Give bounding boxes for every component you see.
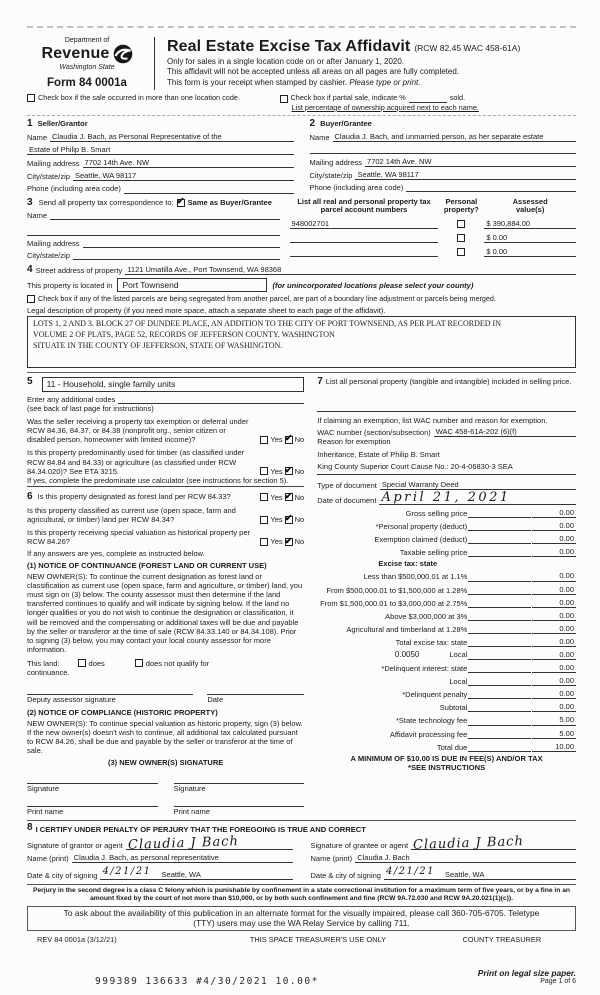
location-select[interactable]: Port Townsend — [117, 278, 267, 292]
assessed-value-field-2[interactable]: $ 0.00 — [484, 233, 576, 243]
grantee-signature-block — [311, 835, 577, 880]
buyer-mailing-label: Mailing address — [309, 158, 363, 167]
scan-fold-line — [27, 26, 576, 28]
partial-sale-label: Check box if partial sale, indicate % — [290, 93, 406, 103]
does-label: does — [88, 659, 105, 669]
subtitle-1: Only for sales in a single location code on or after January 1, 2020. — [167, 57, 405, 67]
correspondence-section — [27, 198, 576, 260]
property-section — [27, 265, 576, 368]
corr-city-field[interactable] — [73, 251, 280, 260]
assessed-col-header: Assessed — [512, 196, 548, 206]
seller-phone-label: Phone (including area code) — [27, 184, 121, 194]
grantor-signature-label: Signature of grantor or agent — [27, 841, 123, 851]
segregated-checkbox[interactable] — [27, 295, 35, 303]
print-legal-note: Print on legal size paper. — [477, 967, 576, 978]
see-instructions-note: *SEE INSTRUCTIONS — [408, 763, 486, 773]
county-treasurer-label: COUNTY TREASURER — [462, 934, 542, 944]
notice-continuance-body: NEW OWNER(S): To continue the current designation as forest land or classification as current use (open space, farm and agriculture, or timber) land, you must sign on (3) below. The county assessor must then determine if the land transferred continues to qualify and will indicate by signing below. If the land no longer qualifies or you do not wish to continue the designation or classification, it will be removed and the compensating or additional taxes will be due and payable by the seller or transferor at the time of sale (RCW 84.33.140 or 84.34.108). Prior to signing (3) below, you may contact your local county assessor for more information. — [27, 571, 303, 654]
local-rate-value: 0.0050 — [394, 650, 420, 660]
local-tax-value[interactable]: 0.00 — [532, 650, 576, 660]
grantor-signature-block — [27, 835, 293, 880]
date-of-document-label: Date of document — [317, 495, 377, 505]
tax-row-delinquent-interest-local: Local 0.00 — [449, 676, 574, 687]
buyer-city-field[interactable]: Seattle, WA 98117 — [355, 170, 576, 180]
delinquent-penalty-value[interactable]: 0.00 — [532, 689, 576, 699]
reason-exemption-label: Reason for exemption — [317, 436, 391, 446]
new-owner-signature-field-1[interactable] — [27, 776, 158, 784]
corr-city-label: City/state/zip — [27, 250, 70, 260]
assessed-value-field[interactable]: $ 390,884.00 — [484, 219, 576, 229]
exemption-claim-label: If claiming an exemption, list WAC number and reason for exemption. — [317, 416, 548, 426]
legal-description-label: Legal description of property (if you need more space, attach a separate sheet to each page of the affidavit). — [27, 306, 386, 316]
same-as-buyer-label: Same as Buyer/Grantee — [187, 197, 272, 207]
multiple-location-label: Check box if the sale occurred in more than one location code. — [38, 93, 240, 103]
grantor-signature-field[interactable]: Claudia J Bach — [127, 834, 240, 853]
subtotal-value[interactable]: 0.00 — [532, 702, 576, 712]
buyer-phone-field[interactable] — [406, 183, 576, 192]
page-number: Page 1 of 6 — [540, 977, 576, 985]
q1-no-checkbox[interactable] — [285, 436, 293, 444]
seller-city-field[interactable]: Seattle, WA 98117 — [73, 171, 294, 181]
seller-name-label: Name — [27, 132, 48, 142]
seller-title: Seller/Grantor — [37, 118, 88, 128]
corr-blank-field[interactable] — [27, 227, 280, 236]
forest-land-question: Is this property designated as forest land per RCW 84.33? — [37, 492, 231, 502]
continuance-label: continuance. — [27, 668, 70, 678]
current-use-question: Is this property classified as current use (open space, farm and agricultural, or timber) land per RCW 84.34? — [27, 506, 236, 525]
total-excise-state-value[interactable]: 0.00 — [532, 637, 576, 647]
certification-section — [27, 820, 576, 880]
does-checkbox[interactable] — [78, 659, 86, 667]
dor-logo-block — [27, 37, 147, 90]
grantee-signature-field[interactable]: Claudia J Bach — [412, 834, 525, 853]
reason-underline — [317, 474, 576, 475]
section-5-number: 5 — [27, 376, 33, 388]
tier3-value[interactable]: 0.00 — [532, 598, 576, 608]
tax-row-subtotal: Subtotal 0.00 — [439, 702, 574, 713]
if-any-yes-note: If any answers are yes, complete as instructed below. — [27, 548, 205, 558]
section-3-number: 3 — [27, 196, 33, 208]
buyer-name-field[interactable]: Claudia J. Bach, and unmarried person, as her separate estate — [333, 132, 576, 142]
certification-statement: I CERTIFY UNDER PENALTY OF PERJURY THAT THE FOREGOING IS TRUE AND CORRECT — [35, 824, 366, 834]
section-8-number: 8 — [27, 821, 33, 833]
tax-row-total-due: Total due 10.00 — [436, 741, 574, 752]
gross-selling-price-value[interactable]: 0.00 — [532, 508, 576, 518]
located-in-label: This property is located in — [27, 280, 113, 290]
signature-label-2: Signature — [173, 784, 206, 794]
buyer-section — [310, 119, 577, 194]
additional-codes-note: (see back of last page for instructions) — [27, 403, 154, 413]
section-1-number: 1 — [27, 117, 33, 129]
q4-yes-checkbox[interactable] — [260, 516, 268, 524]
tier2-value[interactable]: 0.00 — [532, 585, 576, 595]
deputy-signature-field[interactable] — [27, 687, 193, 695]
q5-no-checkbox[interactable] — [285, 538, 293, 546]
correspondence-label: Send all property tax correspondence to: — [38, 197, 174, 207]
q3-no-checkbox[interactable] — [285, 493, 293, 501]
section-2-number: 2 — [309, 117, 316, 129]
processing-fee-value[interactable]: 5.00 — [532, 729, 576, 739]
unincorporated-note: (for unincorporated locations please select your county) — [272, 280, 474, 290]
grantor-date-label: Date & city of signing — [27, 870, 98, 880]
street-address-field[interactable]: 1121 Umatilla Ave., Port Townsend, WA 98368 — [125, 265, 576, 275]
grantor-print-field[interactable]: Claudia J. Bach, as personal representative — [72, 853, 293, 863]
form-number: Form 84 0001a — [47, 77, 127, 90]
buyer-city-label: City/state/zip — [309, 171, 353, 181]
personal-col-header: Personal — [445, 196, 478, 206]
wac-number-label: WAC number (section/subsection) — [317, 427, 431, 437]
date-of-document-field[interactable]: April 21, 2021 — [381, 490, 511, 506]
corr-name-label: Name — [27, 210, 48, 220]
reason-line-1[interactable]: Inheritance, Estate of Philip B. Smart — [317, 449, 440, 459]
tier4-value[interactable]: 0.00 — [532, 611, 576, 621]
cashier-stamp: 999389 136633 #4/30/2021 10.00* — [95, 975, 319, 987]
delinquent-interest-local-value[interactable]: 0.00 — [532, 676, 576, 686]
new-owner-signature-field-2[interactable] — [174, 776, 305, 784]
section-divider-dashed — [27, 115, 576, 116]
personal-property-checkbox-2[interactable] — [457, 234, 465, 242]
rev-form-number: REV 84 0001a (3/12/21) — [37, 934, 117, 944]
land-use-column: 5 11 - Household, single family units Enter any additional codes (see back of last page for instructions) Was the seller receiving a property tax exemption or deferral under RCW 84.36, 84.37, or 84.38 (nonprofit org., senior citizen or disabled person, homeowner with limited income)? Yes ✔ No Is this property predominantly used for timber (as classified under RCW 84.84 and 84.33) or agriculture (as classified under RCW 84.34.020)? See ETA 3215. Yes ✔ No If yes, complete the predominate use calculator (see instructions for section 5). 6 Is this property designated as forest land per RCW 84.33? Yes ✔ No Is this property classified as current use (open space, farm and agricultural, or timber) land per RCW 84.34? Yes ✔ No Is this property receiving special valuation as historical property per RCW 84.26? Yes ✔ No If any answers are yes, complete as instructed below. (1) NOTICE OF CONTINUANCE (FOREST LAND OR CURRENT USE) NEW OWNER(S): To continue the current designation as forest land or classification as current use (open space, farm and agriculture, or timber) land, you must sign on (3) below. The county assessor must then determine if the land transferred continues to qualify and will indicate by signing below. If the land no longer qualifies or you do not wish to continue the designation or classification, it will be removed and the compensating or additional taxes will be due and payable by the seller or transferor at the time of sale (RCW 84.33.140 or 84.34.108). Prior to signing (3) below, you may contact your local county assessor for more information. This land: does does not qualify for continuance. Deputy assessor signature Date (2) NOTICE OF COMPLIANCE (HISTORIC PROPERTY) NEW OWNER(S): To continue special valuation as historic property, sign (3) below. If the new owner(s) doesn't wish to continue, all additional tax calculated pursuant to RCW 84.26, shall be due and payable by the seller or transferor at the time of sale. (3) NEW OWNER(S) SIGNATURE Signature Signature Print name Print name — [27, 377, 304, 815]
q3-yes-checkbox[interactable] — [260, 493, 268, 501]
form-title: Real Estate Excise Tax Affidavit — [167, 38, 411, 55]
notice-compliance-title: (2) NOTICE OF COMPLIANCE (HISTORIC PROPERTY) — [27, 707, 218, 717]
does-not-checkbox[interactable] — [135, 659, 143, 667]
buyer-name-field-2[interactable] — [310, 145, 577, 154]
parcel-table: List all real and personal property tax parcel account numbers Personal property? Assessed value(s) 948002701 $ 390,884.00 $ 0.00 $ 0.00 — [290, 198, 576, 260]
buyer-mailing-field[interactable]: 7702 14th Ave. NW — [365, 157, 576, 167]
subtitle-2: This affidavit will not be accepted unless all areas on all pages are fully completed. — [167, 67, 460, 77]
tier1-value[interactable]: 0.00 — [532, 571, 576, 581]
land-use-code-field[interactable]: 11 - Household, single family units — [42, 377, 305, 391]
same-as-buyer-checkbox[interactable] — [177, 199, 185, 207]
deputy-date-label: Date — [207, 695, 224, 705]
notice-compliance-body: NEW OWNER(S): To continue special valuation as historic property, sign (3) below. If the new owner(s) doesn't wish to continue, all additional tax calculated pursuant to RCW 84.26, shall be due and payable by the seller or transferor at the time of sale. — [27, 718, 303, 756]
grantee-print-label: Name (print) — [310, 854, 353, 864]
grantor-print-label: Name (print) — [27, 854, 69, 864]
type-of-document-label: Type of document — [317, 481, 377, 491]
grantor-city-field[interactable]: Seattle, WA — [161, 869, 201, 879]
section-6-number: 6 — [27, 491, 33, 503]
perjury-notice: Perjury in the second degree is a class C felony which is punishable by confinement in a state correctional institution for a maximum term of five years, or by a fine in an amount fixed by the court of not more than $10,000, or by both such confinement and fine (RCW 9A.72.030 and RCW 9A.20.021(1)(c)). — [27, 884, 576, 904]
rcw-reference: (RCW 82.45 WAC 458-61A) — [414, 43, 521, 53]
assessed-value-field-3[interactable]: $ 0.00 — [484, 247, 576, 257]
tax-row-gross: Gross selling price 0.00 — [405, 507, 574, 518]
q2-yes-checkbox[interactable] — [260, 467, 268, 475]
grantee-date-field[interactable]: 4/21/21 — [385, 866, 436, 878]
q4-no-checkbox[interactable] — [285, 516, 293, 524]
buyer-phone-label: Phone (including area code) — [309, 183, 404, 193]
parcel-number-field[interactable]: 948002701 — [290, 219, 439, 229]
partial-sale-checkbox[interactable] — [280, 95, 288, 103]
exemption-question: Was the seller receiving a property tax exemption or deferral under RCW 84.36, 84.37, or 84.38 (nonprofit org., senior citizen or disabled person, homeowner with limited income)? — [27, 417, 249, 445]
tax-row-delinquent-penalty: *Delinquent penalty 0.00 — [402, 689, 574, 700]
minimum-due-note: A MINIMUM OF $10.00 IS DUE IN FEE(S) AND/OR TAX — [350, 753, 543, 763]
personal-property-deduct-value[interactable]: 0.00 — [532, 521, 576, 531]
does-not-label: does not qualify for — [145, 659, 210, 669]
tax-row-tier4: Above $3,000,000 at 3% 0.00 — [385, 610, 574, 621]
deputy-date-field[interactable] — [207, 687, 304, 695]
tax-row-exemption-deduct: Exemption claimed (deduct) 0.00 — [374, 534, 574, 545]
seller-city-label: City/state/zip — [27, 172, 70, 182]
excise-tax-state-header: Excise tax: state — [378, 559, 438, 569]
delinquent-interest-state-value[interactable]: 0.00 — [532, 663, 576, 673]
ownership-percentage-note: List percentage of ownership acquired next to each name. — [291, 102, 479, 112]
tax-row-tier3: From $1,500,000.01 to $3,000,000 at 2.75% 0.00 — [320, 597, 574, 608]
technology-fee-value[interactable]: 5.00 — [532, 715, 576, 725]
tax-row-processing-fee: Affidavit processing fee 5.00 — [389, 728, 574, 739]
revenue-swirl-icon — [113, 44, 133, 64]
personal-property-checkbox-3[interactable] — [457, 248, 465, 256]
personal-property-field[interactable] — [317, 387, 576, 412]
seller-section — [27, 119, 294, 194]
tax-row-tier1: Less than $500,000.01 at 1.1% 0.00 — [363, 571, 574, 582]
parcel-row-3 — [290, 243, 576, 257]
exemption-claimed-value[interactable]: 0.00 — [532, 534, 576, 544]
parcel-row-1 — [290, 215, 576, 229]
print-name-field-2[interactable] — [174, 799, 305, 807]
predominate-use-note: If yes, complete the predominate use calculator (see instructions for section 5). — [27, 476, 304, 487]
total-due-value[interactable]: 10.00 — [532, 742, 576, 752]
multiple-location-checkbox[interactable] — [27, 94, 35, 102]
corr-mailing-label: Mailing address — [27, 238, 80, 248]
personal-property-label: List all personal property (tangible and intangible) included in selling price. — [325, 377, 572, 387]
print-name-label-1: Print name — [27, 806, 64, 816]
seller-name-field[interactable]: Claudia J. Bach, as Personal Representative of the — [50, 132, 293, 142]
type-or-print-note: Please type or print. — [349, 77, 421, 87]
additional-codes-field[interactable] — [118, 395, 304, 404]
historical-question: Is this property receiving special valuation as historical property per RCW 84.26? — [27, 528, 251, 547]
signature-label-1: Signature — [27, 784, 60, 794]
buyer-name-label: Name — [309, 132, 330, 142]
tax-row-delinquent-interest-state: *Delinquent interest: state 0.00 — [381, 663, 574, 674]
percent-sold-field[interactable] — [409, 96, 447, 103]
wac-number-field[interactable]: WAC 458-61A-202 (6)(f) — [434, 427, 576, 437]
corr-mailing-field[interactable] — [83, 239, 280, 248]
tax-column — [317, 377, 576, 815]
revenue-wordmark: Revenue — [41, 44, 110, 62]
parcel-row-2 — [290, 229, 576, 243]
footer-row — [27, 935, 576, 944]
parcel-number-field-3[interactable] — [290, 256, 439, 257]
type-of-document-field[interactable]: Special Warranty Deed — [380, 480, 576, 490]
washington-state-label: Washington State — [59, 63, 115, 71]
grantee-signature-label: Signature of grantee or agent — [310, 841, 409, 851]
additional-codes-label: Enter any additional codes — [27, 394, 116, 404]
print-name-field-1[interactable] — [27, 799, 158, 807]
tax-row-total-state: Total excise tax: state 0.00 — [395, 636, 574, 647]
taxable-selling-price-value[interactable]: 0.00 — [532, 547, 576, 557]
print-name-label-2: Print name — [173, 806, 210, 816]
seller-mailing-field[interactable]: 7702 14th Ave. NW — [83, 158, 294, 168]
tax-row-taxable: Taxable selling price 0.00 — [399, 547, 574, 558]
grantee-city-field[interactable]: Seattle, WA — [445, 869, 485, 879]
tax-row-technology-fee: *State technology fee 5.00 — [396, 715, 574, 726]
reason-line-2[interactable]: King County Superior Court Cause No.: 20-4-06830-3 SEA — [317, 461, 513, 471]
parcel-col-header: List all real and personal property tax — [297, 196, 431, 206]
q2-no-checkbox[interactable] — [285, 467, 293, 475]
tax-row-agricultural: Agricultural and timberland at 1.28% 0.00 — [346, 623, 574, 634]
buyer-title: Buyer/Grantee — [320, 118, 372, 128]
tax-row-local: 0.0050 Local 0.00 — [394, 649, 574, 660]
seller-phone-field[interactable] — [124, 185, 294, 194]
form-header — [27, 37, 576, 90]
new-owner-signature-title: (3) NEW OWNER(S) SIGNATURE — [107, 758, 224, 768]
seller-name-field-2[interactable]: Estate of Philip B. Smart — [27, 145, 294, 155]
street-address-label: Street address of property — [35, 265, 123, 275]
section-7-number: 7 — [317, 376, 323, 388]
deputy-signature-label: Deputy assessor signature — [27, 695, 116, 705]
agricultural-value[interactable]: 0.00 — [532, 624, 576, 634]
notice-continuance-title: (1) NOTICE OF CONTINUANCE (FOREST LAND OR CURRENT USE) — [27, 560, 267, 570]
tax-row-tier2: From $500,000.01 to $1,500,000 at 1.28% 0.00 — [326, 584, 574, 595]
q1-yes-checkbox[interactable] — [260, 436, 268, 444]
legal-description-box[interactable]: LOTS 1, 2 AND 3. BLOCK 27 OF DUNDEE PLACE, AN ADDITION TO THE CITY OF PORT TOWNSEND, AS PER PLAT RECORDED IN VOLUME 2 OF PLATS, PAGE 52, RECORDS OF JEFFERSON COUNTY, WASHINGTON SITUATE IN THE COUNTY OF JEFFERSON, STATE OF WASHINGTON. — [27, 316, 576, 368]
q5-yes-checkbox[interactable] — [260, 538, 268, 546]
this-land-label: This land: — [27, 659, 60, 669]
corr-name-field[interactable] — [50, 211, 280, 220]
header-divider — [154, 37, 155, 90]
sold-label: sold. — [449, 93, 466, 103]
parcel-number-field-2[interactable] — [290, 242, 439, 243]
grantee-date-label: Date & city of signing — [310, 870, 381, 880]
alternate-format-notice: To ask about the availability of this publication in an alternate format for the visually impaired, please call 360-705-6705. Teletype (TTY) users may use the WA Relay Service by calling 711. — [27, 906, 576, 930]
subtitle-3: This form is your receipt when stamped by cashier. — [167, 77, 348, 87]
grantor-date-field[interactable]: 4/21/21 — [102, 866, 152, 878]
segregated-label: Check box if any of the listed parcels are being segregated from another parcel, are part of a boundary line adjustment or parcels being merged. — [38, 294, 496, 304]
dept-of-label: Department of — [64, 37, 110, 44]
tax-row-personal-deduct: *Personal property (deduct) 0.00 — [375, 520, 574, 531]
seller-mailing-label: Mailing address — [27, 159, 80, 169]
grantee-print-field[interactable]: Claudia J. Bach — [355, 853, 576, 863]
treasurer-space-label: THIS SPACE TREASURER'S USE ONLY — [249, 934, 387, 944]
timber-question: Is this property predominantly used for timber (as classified under RCW 84.84 and 84.33) or agriculture (as classified under RCW 84.34.020)? See ETA 3215. — [27, 448, 245, 476]
section-4-number: 4 — [27, 264, 33, 276]
personal-property-checkbox-1[interactable] — [457, 220, 465, 228]
